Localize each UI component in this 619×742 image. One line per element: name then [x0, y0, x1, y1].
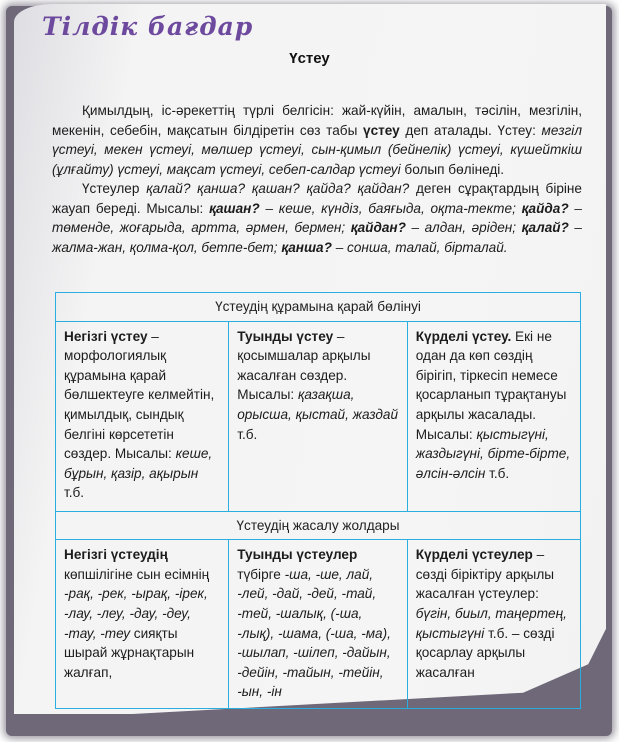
text-run: – сөзді біріктіру арқылы жасалған үстеулер: [415, 547, 555, 602]
italic-example: -рақ, -рек, -ырақ, -ірек, -лау, -леу, -дау, -деу, -тау, -теу [64, 586, 208, 641]
italic-example: бүгін, биыл, таңертең, қыстыгүні [415, 605, 567, 641]
page-title: Үстеу [289, 50, 330, 67]
italic-example: – кеше, күндіз, баяғыда, оқта-текте; [259, 200, 522, 216]
cell-compound-adverb [407, 321, 580, 511]
text-run: Екі не одан да көп сөздің бірігіп, тіркесіп немесе қосарланып тұрақтануы арқылы жасалады. Мысалы: [415, 328, 567, 442]
text-run: деп аталады. Үстеу: [399, 122, 542, 138]
bold-term: Негізгі үстеу [64, 328, 148, 344]
paragraph-questions [52, 179, 582, 257]
bold-italic-question: қашан? [209, 200, 260, 216]
text-run: Үстеулер [82, 181, 147, 196]
italic-example: – төменде, жоғарыда, артта, әрмен, бермен; [52, 200, 582, 235]
italic-example: қыстыгүні, жаздыгүні, бірте-бірте, әлсін-әлсін [415, 426, 571, 481]
italic-example: мезгіл үстеуі, мекен үстеуі, мөлшер үстеуі, сын-қимыл (бейнелік) үстеуі, күшейткіш (ұлғайту) үстеуі, мақсат үстеуі, себеп-салдар үстеуі [52, 122, 582, 177]
bold-italic-question: қайда? [521, 200, 569, 216]
cell-derived-adverb [229, 321, 408, 511]
table-row [56, 540, 581, 709]
bold-italic-question: қайдан? [350, 220, 406, 235]
italic-example: – сонша, талай, бірталай. [331, 239, 508, 255]
text-run: түбірге [237, 566, 285, 582]
bold-term: Күрделі үстеу. [415, 328, 512, 344]
bold-term: Негізгі үстеудің [64, 547, 168, 563]
cell-basic-adverb-formation [56, 540, 229, 709]
table-section-header: Үстеудің құрамына қарай бөлінуі [56, 293, 581, 322]
bold-term: үстеу [363, 122, 400, 138]
bold-term: Күрделі үстеулер [415, 547, 533, 563]
text-run: Қимылдың, іс-әрекеттің түрлі белгісін: жай-күйін, амалын, тәсілін, мезгілін, мекенін, себебін, мақсатын білдіретін сөз табы [52, 103, 582, 138]
paragraph-definition [52, 101, 582, 179]
italic-example: қазақша, орысша, қыстай, жаздай [237, 387, 399, 422]
italic-example: – жалма-жан, қолма-қол, бетпе-бет; [52, 220, 582, 255]
body-text [52, 101, 582, 257]
bold-term: Туынды үстеу [237, 328, 334, 344]
text-run: т.б. – сөзді қосарлау арқылы жасалған [415, 625, 555, 680]
bold-italic-question: қанша? [281, 239, 332, 255]
adverb-table [55, 292, 581, 709]
cell-basic-adverb [56, 321, 229, 511]
section-brand-title: Тілдік бағдар [42, 12, 254, 41]
italic-example: -ша, -ше, лай, -лей, -дай, -дей, -тай, -тей, -шалық, (-ша, -лық), -шама, (-ша, -ма), -шылап, -шілеп, -дайын, -дейін, -тайын, -тейін, -ын, -ін [237, 566, 391, 700]
text-run: деген сұрақтардың біріне жауап береді. Мысалы: [52, 181, 582, 216]
cell-compound-adverb-formation [407, 540, 580, 709]
table-row [56, 321, 581, 511]
italic-example: – алдан, әріден; [405, 220, 522, 235]
text-run: т.б. [485, 465, 510, 481]
bold-italic-question: қалай? [521, 220, 569, 235]
text-run: – қосымшалар арқылы жасалған сөздер. Мысалы: [237, 328, 371, 403]
text-run: – морфологиялық құрамына қарай бөлшектеуге келмейтін, қимылдық, сындық белгіні көрсететін сөздер. Мысалы: [64, 328, 215, 462]
text-run: т.б. [64, 485, 85, 501]
bold-term: Туынды үстеулер [237, 547, 358, 563]
text-run: т.б. [237, 426, 258, 442]
italic-example: қалай? қанша? қашан? қайда? қайдан? [146, 181, 410, 196]
text-run: сияқты шырай жұрнақтарын жалғап, [64, 625, 195, 680]
text-run: болып бөлінеді. [400, 161, 505, 177]
text-run: көпшілігіне сын есімнің [64, 566, 210, 582]
cell-derived-adverb-formation [229, 540, 408, 709]
italic-example: кеше, бұрын, қазір, ақырын [64, 446, 213, 481]
table-section-header: Үстеудің жасалу жолдары [56, 511, 581, 540]
